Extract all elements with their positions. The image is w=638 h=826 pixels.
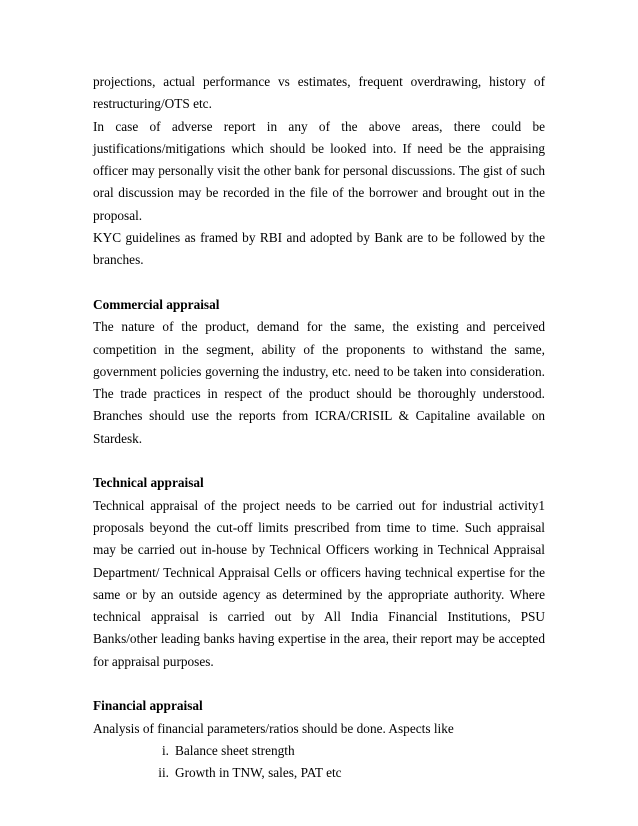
section-heading: Technical appraisal <box>93 475 204 491</box>
section-commercial-appraisal <box>93 294 545 450</box>
paragraph-spacer <box>93 272 545 294</box>
intro-paragraph-continuation: projections, actual performance vs estimates, frequent overdrawing, history of restructuring/OTS etc. <box>93 74 545 112</box>
list-item <box>93 740 545 762</box>
list-numeral: ii. <box>158 765 169 781</box>
section-financial-appraisal <box>93 695 545 784</box>
paragraph-spacer <box>93 450 545 472</box>
aspects-list <box>93 740 545 785</box>
paragraph-spacer <box>93 673 545 695</box>
intro-paragraph-adverse-report: In case of adverse report in any of the above areas, there could be justifications/mitigations which should be looked into. If need be the appraising officer may personally visit the other bank for personal discussions. The gist of such oral discussion may be recorded in the file of the borrower and brought out in the proposal. <box>93 118 545 223</box>
document-page <box>93 71 545 785</box>
section-body: Technical appraisal of the project needs to be carried out for industrial activity1 proposals beyond the cut-off limits prescribed from time to time. Such appraisal may be carried out in-house by Technical Officers working in Technical Appraisal Department/ Technical Appraisal Cells or officers having technical expertise for the same or by an outside agency as determined by the appropriate authority. Where technical appraisal is carried out by All India Financial Institutions, PSU Banks/other leading banks having expertise in the area, their report may be accepted for appraisal purposes. <box>93 497 545 669</box>
list-numeral: i. <box>161 742 169 758</box>
list-item-text: Balance sheet strength <box>175 742 295 758</box>
list-item-text: Growth in TNW, sales, PAT etc <box>175 765 342 781</box>
intro-paragraph-kyc: KYC guidelines as framed by RBI and adopted by Bank are to be followed by the branches. <box>93 230 545 268</box>
section-heading: Commercial appraisal <box>93 296 220 312</box>
section-heading: Financial appraisal <box>93 698 203 714</box>
list-item <box>93 762 545 784</box>
section-body: The nature of the product, demand for the same, the existing and perceived competition in the segment, ability of the proponents to withstand the same, government policies governing the industry, etc. need to be taken into consideration. The trade practices in respect of the product should be thoroughly understood. Branches should use the reports from ICRA/CRISIL & Capitaline available on Stardesk. <box>93 319 545 446</box>
section-body: Analysis of financial parameters/ratios should be done. Aspects like <box>93 720 454 736</box>
section-technical-appraisal <box>93 472 545 673</box>
